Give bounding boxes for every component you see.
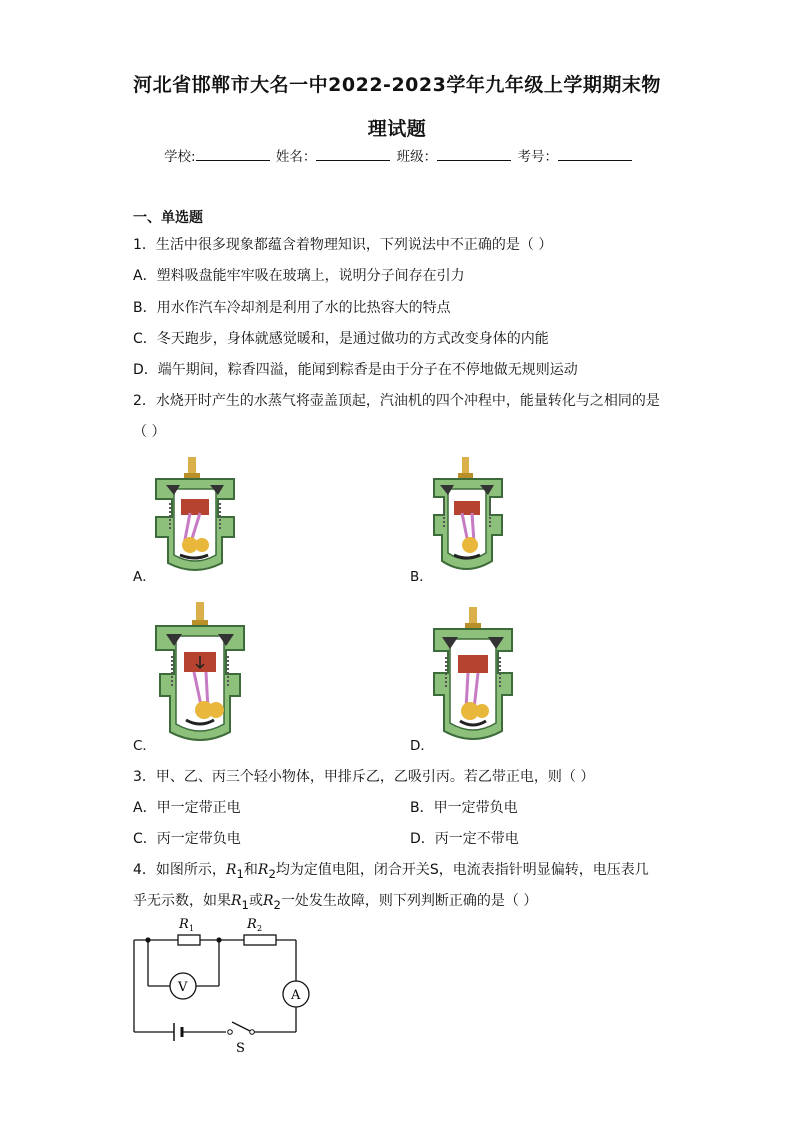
q4-text-part: 均为定值电阻，闭合开关S，电流表指针明显偏转，电压表几 (275, 862, 649, 878)
q1-option-d: D．端午期间，粽香四溢，能闻到粽香是由于分子在不停地做无规则运动 (133, 362, 578, 378)
q1-option-b: B．用水作汽车冷却剂是利用了水的比热容大的特点 (133, 300, 451, 316)
engine-figure-d (428, 605, 518, 745)
q4-r1-symbol: R (231, 893, 242, 909)
q3-option-c: C．丙一定带负电 (133, 831, 241, 847)
q1-option-a: A．塑料吸盘能牢牢吸在玻璃上，说明分子间存在引力 (133, 268, 465, 284)
q2-stem-line2: （ ） (133, 424, 166, 440)
q4-r2-subscript: 2 (273, 897, 281, 912)
circuit-diagram (126, 906, 316, 1056)
q4-r1-subscript: 1 (236, 866, 244, 881)
exam-title-line1: 河北省邯郸市大名一中2022-2023学年九年级上学期期末物 (133, 74, 661, 96)
q4-r2-symbol: R (257, 862, 269, 878)
q2-stem-line1: 2．水烧开时产生的水蒸气将壶盖顶起，汽油机的四个冲程中，能量转化与之相同的是 (133, 393, 660, 409)
q1-option-c: C．冬天跑步，身体就感觉暖和，是通过做功的方式改变身体的内能 (133, 331, 549, 347)
q2-option-c: C． (133, 738, 156, 754)
q4-stem-line1 (133, 859, 649, 881)
exam-number-blank[interactable] (558, 148, 632, 161)
q4-r1-subscript: 1 (241, 897, 249, 912)
q4-r2-subscript: 2 (268, 866, 276, 881)
q4-text-part: 和 (243, 862, 258, 878)
q4-r2-symbol: R (262, 893, 274, 909)
ammeter-label: A (291, 988, 301, 1003)
resistor-r2 (244, 935, 276, 945)
q4-text-part: 乎无示数，如果 (133, 893, 231, 909)
school-blank[interactable] (196, 148, 270, 161)
q4-text-part: 4．如图所示， (133, 862, 226, 878)
exam-number-label: 考号： (517, 149, 558, 165)
q3-option-d: D．丙一定不带电 (410, 831, 519, 847)
q3-option-a: A．甲一定带正电 (133, 800, 241, 816)
class-label: 班级： (396, 149, 438, 165)
class-blank[interactable] (437, 148, 511, 161)
name-blank[interactable] (316, 148, 390, 161)
exam-title-line2: 理试题 (367, 118, 427, 140)
engine-figure-a (150, 455, 240, 577)
q2-option-d: D． (410, 738, 434, 754)
r1-label: R (179, 917, 189, 932)
section-title: 一、单选题 (133, 210, 203, 226)
voltmeter-label: V (178, 980, 188, 995)
name-label: 姓名： (275, 149, 317, 165)
student-info-row (164, 145, 634, 165)
engine-figure-c (150, 600, 250, 746)
q2-option-a: A． (133, 569, 156, 585)
r2-label: R (247, 917, 257, 932)
resistor-r1 (178, 935, 200, 945)
school-label: 学校: (164, 149, 196, 165)
r1-label-sub: 1 (189, 924, 195, 933)
engine-figure-b (428, 455, 508, 577)
q4-text-part: 或 (248, 893, 263, 909)
switch-label: S (236, 1041, 245, 1056)
q1-stem: 1．生活中很多现象都蕴含着物理知识，下列说法中不正确的是（ ） (133, 237, 553, 253)
q4-r1-symbol: R (225, 862, 237, 878)
q4-text-part: 一处发生故障，则下列判断正确的是（ ） (280, 893, 538, 909)
q3-option-b: B．甲一定带负电 (410, 800, 518, 816)
r2-label-sub: 2 (257, 924, 263, 933)
q3-stem: 3．甲、乙、丙三个轻小物体，甲排斥乙，乙吸引丙。若乙带正电，则（ ） (133, 769, 595, 785)
q2-option-b: B． (410, 569, 433, 585)
